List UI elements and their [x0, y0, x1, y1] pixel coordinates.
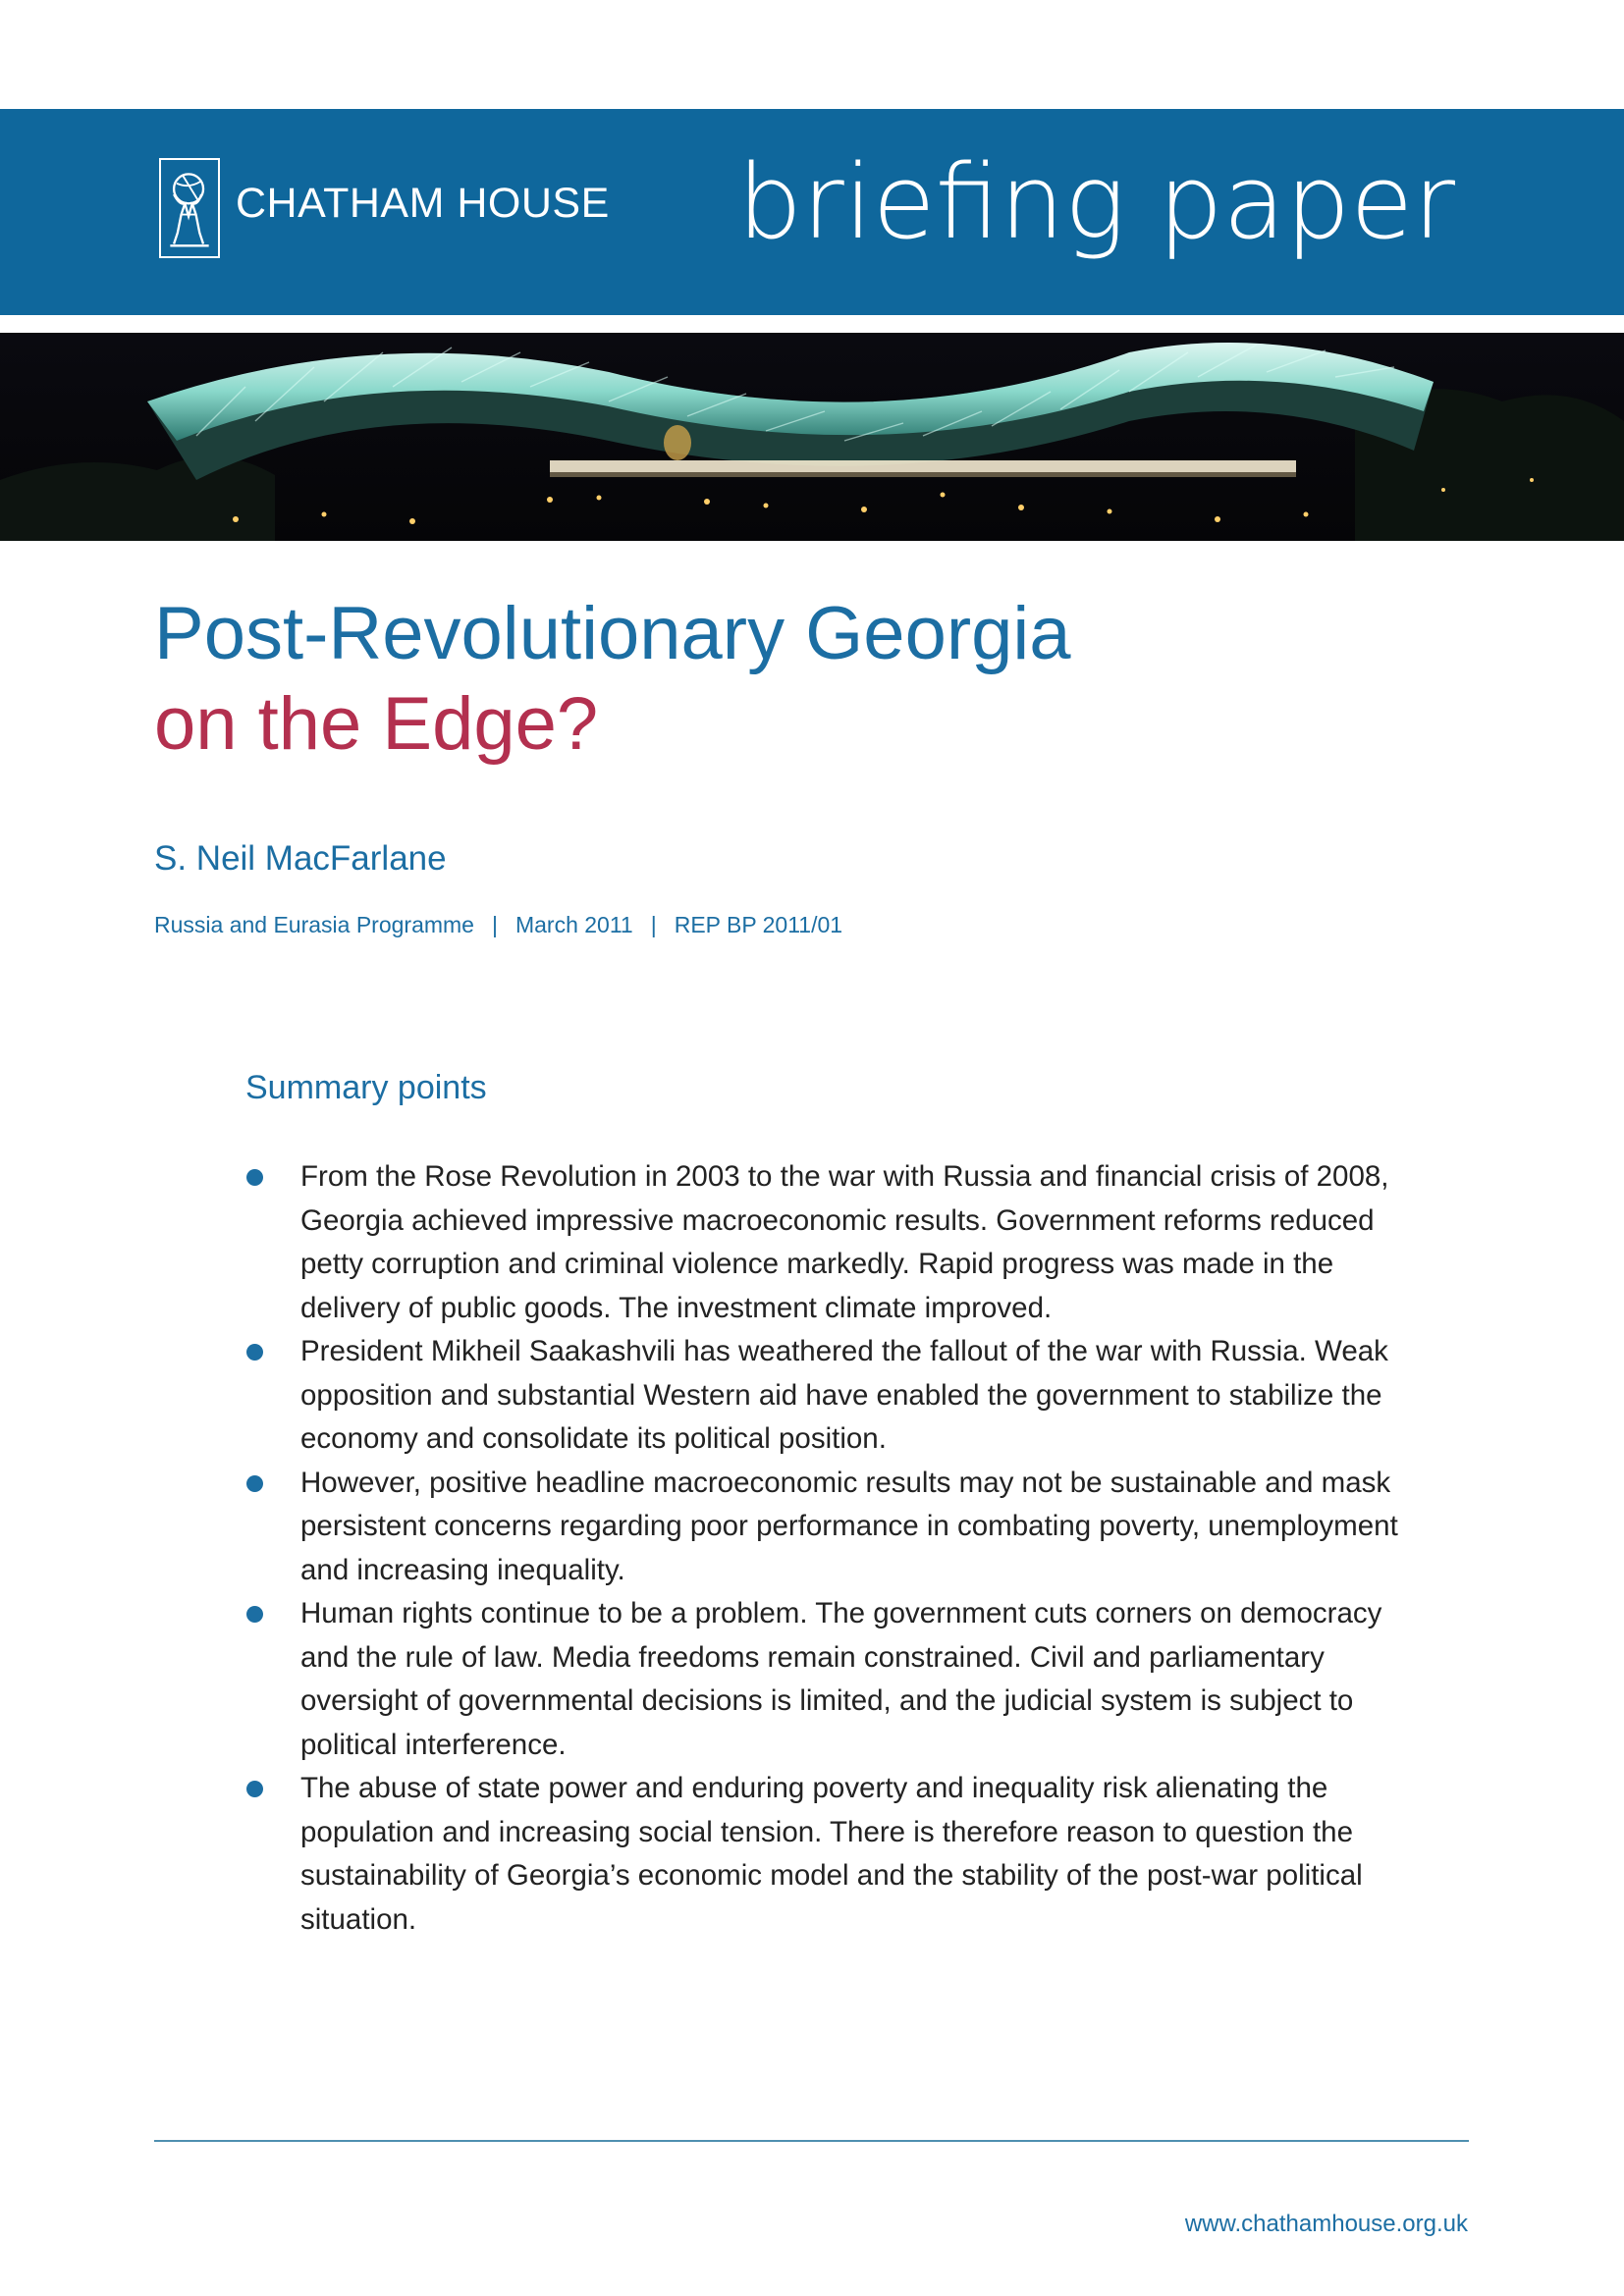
document-type-title: briefing paper: [736, 142, 1455, 262]
publication-date: March 2011: [514, 912, 633, 937]
report-reference: REP BP 2011/01: [674, 912, 843, 937]
bullet-icon: [246, 1475, 263, 1492]
summary-point-text: Human rights continue to be a problem. The government cuts corners on democracy and the rule of law. Media freedoms remain constrained. Civil and parliamentary oversight of governmental decisions is limited, and the judicial system is subject to political interference.: [300, 1597, 1382, 1761]
title-line-1: Post-Revolutionary Georgia: [154, 592, 1071, 675]
summary-point-text: President Mikheil Saakashvili has weathered the fallout of the war with Russia. Weak opposition and substantial Western aid have enabled the government to stabilize the economy and consolidate its political position.: [300, 1335, 1388, 1455]
author-name: S. Neil MacFarlane: [154, 839, 447, 878]
footer-divider: [154, 2140, 1469, 2142]
summary-point: [245, 1330, 1404, 1462]
atlas-globe-icon: [159, 158, 220, 258]
document-meta: [154, 912, 842, 938]
summary-point: [245, 1592, 1404, 1767]
bullet-icon: [246, 1169, 263, 1186]
logo-text: CHATHAM HOUSE: [236, 180, 610, 227]
summary-point-text: The abuse of state power and enduring poverty and inequality risk alienating the population and increasing social tension. There is therefore reason to question the sustainability of Georgia’s economic model and the stability of the post-war political situation.: [300, 1772, 1363, 1936]
summary-point-text: From the Rose Revolution in 2003 to the war with Russia and financial crisis of 2008, Georgia achieved impressive macroeconomic results. Government reforms reduced petty corruption and criminal violence markedly. Rapid progress was made in the delivery of public goods. The investment climate improved.: [300, 1160, 1389, 1324]
summary-point: [245, 1155, 1404, 1330]
meta-separator: |: [491, 912, 498, 937]
illuminated-bridge-photo: [0, 333, 1624, 541]
header-banner: [0, 109, 1624, 315]
bullet-icon: [246, 1781, 263, 1797]
programme-name: Russia and Eurasia Programme: [154, 912, 474, 937]
summary-point: [245, 1767, 1404, 1942]
document-title: [154, 589, 1071, 770]
summary-point: [245, 1462, 1404, 1593]
summary-heading: Summary points: [245, 1069, 487, 1106]
website-link[interactable]: www.chathamhouse.org.uk: [1184, 2211, 1468, 2237]
meta-separator: |: [650, 912, 657, 937]
summary-point-text: However, positive headline macroeconomic results may not be sustainable and mask persistent concerns regarding poor performance in combating poverty, unemployment and increasing inequality.: [300, 1466, 1398, 1586]
bullet-icon: [246, 1606, 263, 1623]
bullet-icon: [246, 1344, 263, 1361]
summary-points-list: [245, 1155, 1404, 1942]
title-line-2: on the Edge?: [154, 682, 599, 766]
